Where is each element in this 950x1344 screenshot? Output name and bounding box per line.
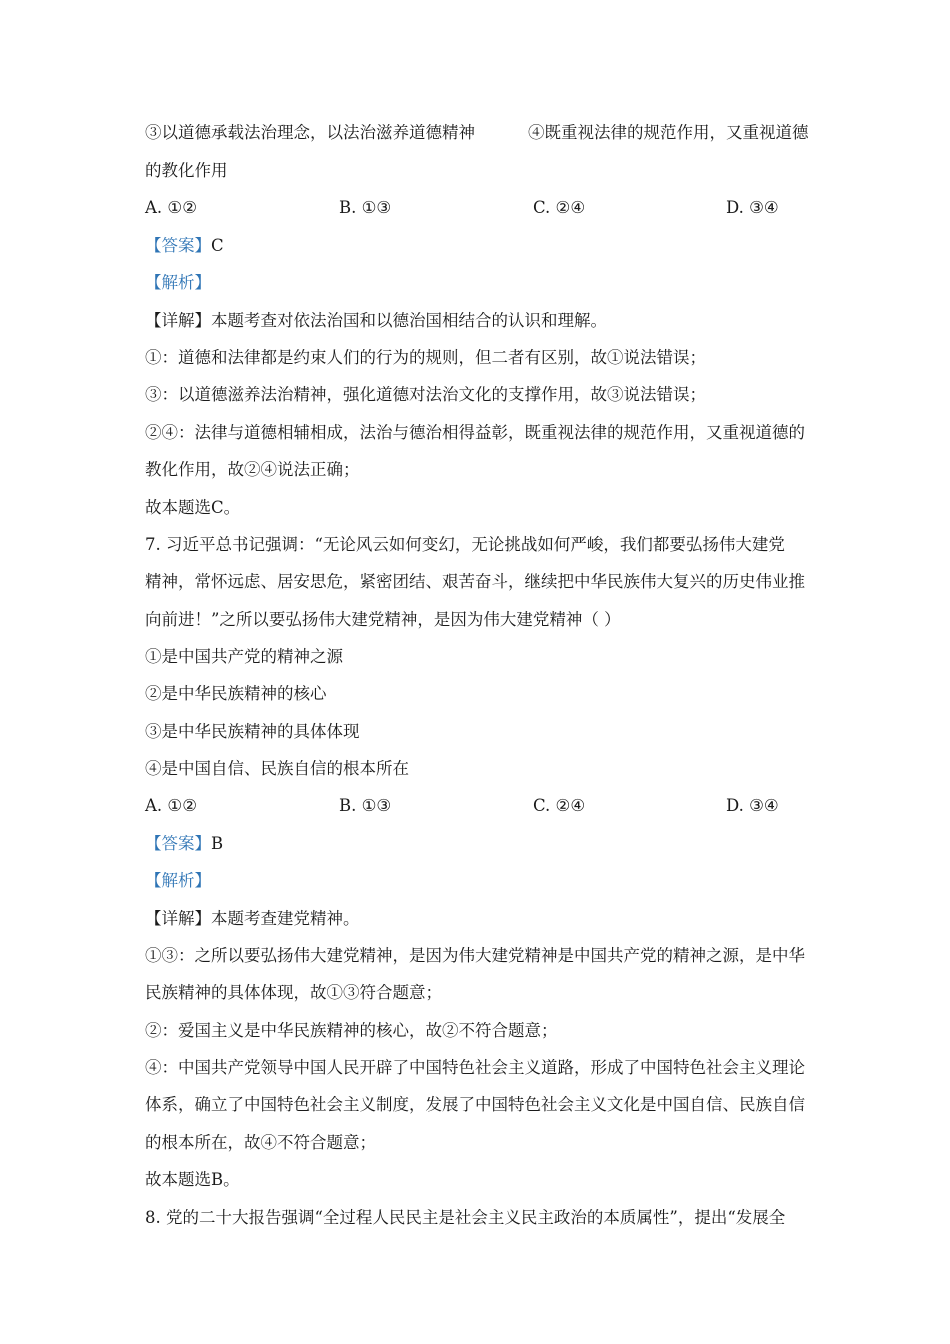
- q6-statement-4-cont: 的教化作用: [145, 161, 228, 180]
- q8-stem-line: 8. 党的二十大报告强调“全过程人民民主是社会主义民主政治的本质属性”，提出“发展全: [145, 1208, 786, 1227]
- q6-explain-line: ③：以道德滋养法治精神，强化道德对法治文化的支撑作用，故③说法错误；: [145, 385, 706, 404]
- q7-statement-3: ③是中华民族精神的具体体现: [145, 722, 360, 741]
- q7-option-a[interactable]: A. ①②: [145, 796, 197, 815]
- q7-stem-line: 7. 习近平总书记强调：“无论风云如何变幻，无论挑战如何严峻，我们都要弘扬伟大建党: [145, 535, 785, 554]
- q6-detail-label: 【详解】: [145, 311, 211, 330]
- q6-explain-line: 教化作用，故②④说法正确；: [145, 460, 360, 479]
- q7-detail: [145, 908, 825, 930]
- q7-explain-line: 体系，确立了中国特色社会主义制度，发展了中国特色社会主义文化是中国自信、民族自信: [145, 1095, 805, 1114]
- q7-option-c[interactable]: C. ②④: [533, 796, 586, 815]
- q6-explain-line: ①：道德和法律都是约束人们的行为的规则，但二者有区别，故①说法错误；: [145, 348, 706, 367]
- q7-analysis-label: 【解析】: [145, 871, 211, 890]
- q6-statement-4: ④既重视法律的规范作用，又重视道德: [528, 123, 809, 142]
- q7-answer-label: 【答案】: [145, 834, 211, 853]
- q7-option-d[interactable]: D. ③④: [726, 796, 779, 815]
- q6-detail: [145, 310, 825, 332]
- q6-option-b[interactable]: B. ①③: [339, 198, 392, 217]
- q7-statement-2: ②是中华民族精神的核心: [145, 684, 327, 703]
- q7-detail-intro: 本题考查建党精神。: [211, 909, 360, 928]
- q6-conclusion: 故本题选C。: [145, 498, 241, 517]
- q7-explain-line: ②：爱国主义是中华民族精神的核心，故②不符合题意；: [145, 1021, 558, 1040]
- q6-answer-label: 【答案】: [145, 236, 211, 255]
- q6-option-a[interactable]: A. ①②: [145, 198, 197, 217]
- q7-statement-1: ①是中国共产党的精神之源: [145, 647, 343, 666]
- q6-statement-3: ③以道德承载法治理念，以法治滋养道德精神: [145, 123, 475, 142]
- q7-conclusion: 故本题选B。: [145, 1170, 240, 1189]
- q6-option-c[interactable]: C. ②④: [533, 198, 586, 217]
- q6-analysis-label: 【解析】: [145, 273, 211, 292]
- q7-explain-line: ④：中国共产党领导中国人民开辟了中国特色社会主义道路，形成了中国特色社会主义理论: [145, 1058, 805, 1077]
- q7-stem-line: 精神，常怀远虑、居安思危，紧密团结、艰苦奋斗，继续把中华民族伟大复兴的历史伟业推: [145, 572, 805, 591]
- q7-answer: [145, 833, 825, 855]
- q6-statements-row: [145, 122, 825, 144]
- q7-answer-value: B: [211, 834, 224, 853]
- q6-option-d[interactable]: D. ③④: [726, 198, 779, 217]
- q7-explain-line: 的根本所在，故④不符合题意；: [145, 1133, 376, 1152]
- q6-answer: [145, 235, 825, 257]
- q7-explain-line: 民族精神的具体体现，故①③符合题意；: [145, 983, 442, 1002]
- q7-explain-line: ①③：之所以要弘扬伟大建党精神，是因为伟大建党精神是中国共产党的精神之源，是中华: [145, 946, 805, 965]
- q6-answer-value: C: [211, 236, 224, 255]
- q6-explain-line: ②④：法律与道德相辅相成，法治与德治相得益彰，既重视法律的规范作用，又重视道德的: [145, 423, 805, 442]
- q6-detail-intro: 本题考查对依法治国和以德治国相结合的认识和理解。: [211, 311, 607, 330]
- q7-option-b[interactable]: B. ①③: [339, 796, 392, 815]
- q7-stem-line: 向前进！”之所以要弘扬伟大建党精神，是因为伟大建党精神（ ）: [145, 610, 621, 629]
- q7-detail-label: 【详解】: [145, 909, 211, 928]
- q7-statement-4: ④是中国自信、民族自信的根本所在: [145, 759, 409, 778]
